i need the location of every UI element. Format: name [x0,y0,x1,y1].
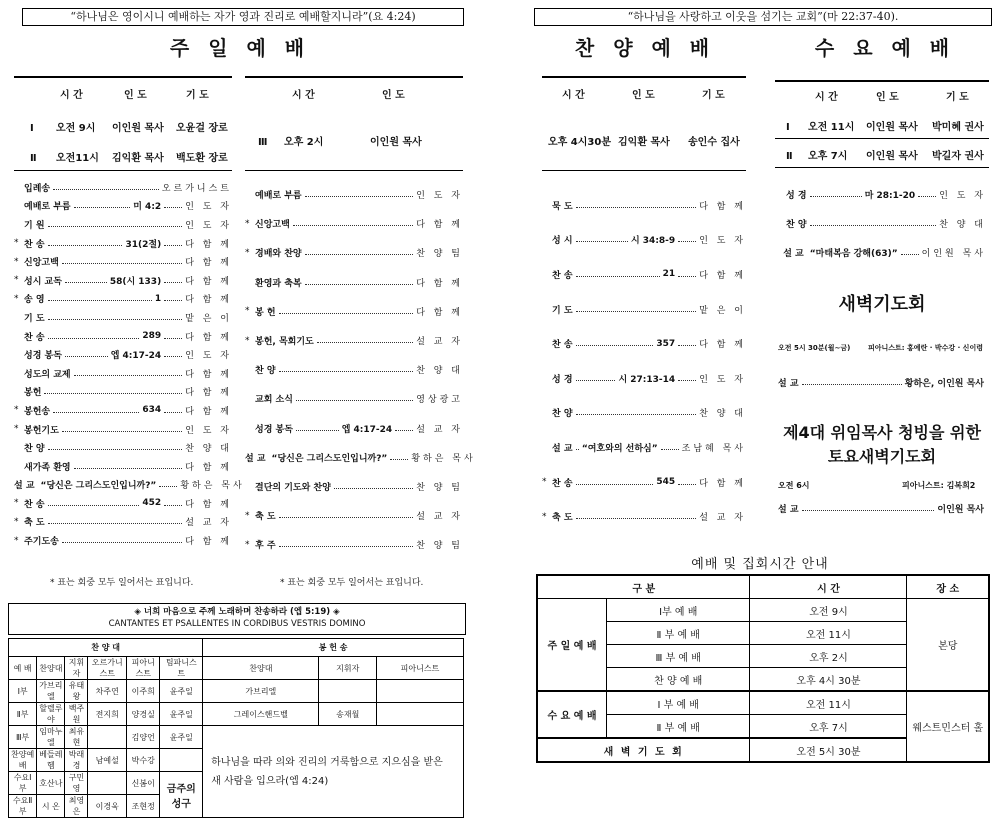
order-item: * 봉헌송 634 다 함 께 [14,405,232,417]
order-item: * 후 주 찬 양 팀 [245,539,463,552]
service-3: Ⅲ 오후 2시 이인원 목사 [258,137,422,148]
header-leader: 인 도 [124,90,147,101]
right-header-quote: “하나님을 사랑하고 이웃을 섬기는 교회”(마 22:37-40). [534,8,992,26]
order-item: * 찬 송 452 다 함 께 [14,498,232,510]
dawn-prayer-title: 새벽기도회 [838,294,926,315]
dawn-sermon: 설 교 황하은, 이인원 목사 [778,379,984,389]
left-header-quote: “하나님은 영이시니 예배하는 자가 영과 진리로 예배할지니라”(요 4:24) [22,8,464,26]
order-item: 찬 양 찬 양 대 [552,409,746,420]
praise-header-leader: 인 도 [632,90,655,101]
order-item: 찬 양 찬 양 대 [24,444,232,455]
order-item: * 찬 송 545 다 함 께 [542,477,746,489]
order-item: 찬 송 357 다 함 께 [552,338,746,351]
praise-header-prayer: 기 도 [702,90,725,101]
wed-service-1: Ⅰ 오전 11시 이인원 목사 박미혜 권사 [786,122,984,133]
order-item: 기 도 맡 은 이 [552,305,746,316]
order-item: 기 도 맡 은 이 [24,313,232,324]
order-of-service-1 [14,178,245,550]
wednesday-service-title: 수 요 예 배 [814,36,956,60]
order-item: 성 경 시 27:13-14 인 도 자 [552,374,746,385]
table-row: 수요Ⅰ부 호산나 구민영 신봄이 금주의 성구 [9,772,464,795]
table-row: Ⅱ부 할렐루야 백주원 전지희 양경실 윤주일 그레이스핸드벨 송재월 [9,703,464,726]
order-item: * 송 영 1 다 함 께 [14,293,232,306]
order-item: 찬 송 21 다 함 께 [552,269,746,281]
saturday-time: 오전 6시 [778,481,810,490]
order-item: * 봉헌기도 인 도 자 [14,424,232,436]
order-item: 성경 봉독 엡 4:17-24 설 교 자 [255,424,463,435]
order-item: 설 교 “당신은 그리스도인입니까?” 황하은 목사 [245,453,476,464]
order-item: 봉헌 다 함 께 [24,388,232,399]
order-item: * 신앙고백 다 함 께 [14,256,232,269]
order-item: * 축 도 설 교 자 [14,516,232,529]
order-item: 교회 소식 영상광고 [255,395,463,406]
order-item: 환영과 축복 다 함 께 [255,278,463,289]
order-item: 입례송 오르가니스트 [24,183,232,194]
order-item: 설 교 “마태복음 강해(63)” 이인원 목사 [783,249,986,259]
saturday-sermon: 설 교 이인원 목사 [778,505,984,515]
order-item: 성도의 교제 다 함 께 [24,369,232,380]
standing-note-2: * 표는 회중 모두 일어서는 표입니다. [280,578,424,588]
music-verse-box: ◈ 너희 마음으로 주께 노래하며 찬송하라 (엡 5:19) ◈ CANTANTES ET PSALLENTES IN CORDIBUS VESTRIS DOMINO [8,603,466,635]
header3-leader: 인 도 [382,90,405,101]
order-item: 예배로 부름 인 도 자 [255,191,463,202]
order-item: 성경 봉독 엡 4:17-24 인 도 자 [24,351,232,362]
wed-service-2: Ⅱ 오후 7시 이인원 목사 박길자 권사 [786,151,984,162]
order-item: * 봉 헌 다 함 께 [245,306,463,318]
dawn-pianist: 피아니스트: 홍예란 · 박수강 · 신이령 [868,344,983,352]
order-of-service-3 [245,180,476,559]
order-item: * 축 도 설 교 자 [245,510,463,523]
music-team-table: 찬 양 대 봉 헌 송 예 배 찬양대 지휘자 오르가니스트 피아니스트 팀파니스트 찬양대 지휘자 피아니스트 Ⅰ부 가브리엘 유태왕 차주연 이주희 윤주일 가브리엘 Ⅱ부 할렐루야 백주원 전지희 양경실 윤주일 그레이스핸드벨 송재월 Ⅲ부 임마누엘 최유현 김양언 윤주일 하나님을 따라 의와 진리의 거룩함으로 지으심을 받은 새 사람을 입으라(엡 4:24) 찬양예배 베들레헴 박래경 남예설 박수강 수요Ⅰ부 호산나 구민영 신봄이 금주의 성구 수요Ⅱ부 시 온 최영은 이경욱 조현정 [8,638,464,818]
order-item: 찬 양 찬 양 대 [255,366,463,377]
praise-service-title: 찬 양 예 배 [574,36,716,60]
order-item: 결단의 기도와 찬양 찬 양 팀 [255,482,463,493]
table-row: Ⅰ부 가브리엘 유태왕 차주연 이주희 윤주일 가브리엘 [9,680,464,703]
order-item: * 성시 교독 58(시 133) 다 함 께 [14,275,232,287]
header3-time: 시 간 [292,90,315,101]
schedule-table: 구 분 시 간 장 소 주 일 예 배 Ⅰ부 예 배 오전 9시 본당 Ⅱ 부 예 배 오전 11시 Ⅲ 부 예 배 오후 2시 찬 양 예 배 오후 4시 30분 수 요 예 배 Ⅰ 부 예 배 오전 11시 웨스트민스터 홀 Ⅱ 부 예 배 오후 7시 새 벽 기 도 회 오전 5시 30분 [536,574,990,763]
order-item: 설 교 “여호와의 선하심” 조남혜 목사 [552,443,746,454]
wed-header-prayer: 기 도 [946,92,969,103]
order-item: 성 경 마 28:1-20 인 도 자 [786,191,986,201]
order-item: * 경배와 찬양 찬 양 팀 [245,247,463,260]
order-item: * 봉헌, 목회기도 설 교 자 [245,335,463,348]
dawn-time: 오전 5시 30분(월~금) [778,344,851,352]
order-item: 성 시 시 34:8-9 인 도 자 [552,236,746,247]
header-prayer: 기 도 [186,90,209,101]
table-row: Ⅲ부 임마누엘 최유현 김양언 윤주일 하나님을 따라 의와 진리의 거룩함으로 지으심을 받은 새 사람을 입으라(엡 4:24) [9,726,464,749]
header-time: 시 간 [60,90,83,101]
wed-header-time: 시 간 [815,92,838,103]
praise-service: 오후 4시30분 김익환 목사 송인수 집사 [548,137,740,148]
saturday-title-1: 제4대 위임목사 청빙을 위한 [783,423,981,442]
order-item: 새가족 환영 다 함 께 [24,462,232,473]
wed-header-leader: 인 도 [876,92,899,103]
order-item: 설 교 “당신은 그리스도인입니까?” 황하은 목사 [14,481,245,492]
order-item: * 축 도 설 교 자 [542,511,746,524]
service-2: Ⅱ 오전11시 김익환 목사 백도환 장로 [30,153,228,164]
order-item: * 주기도송 다 함 께 [14,535,232,548]
sunday-service-title: 주 일 예 배 [169,36,311,60]
order-item: 찬 양 찬 양 대 [786,220,986,230]
service-1: Ⅰ 오전 9시 이인원 목사 오윤걸 장로 [30,123,228,134]
order-item: 묵 도 다 함 께 [552,201,746,212]
praise-order [542,188,746,534]
wed-order [776,180,986,267]
order-item: 찬 송 289 다 함 께 [24,331,232,343]
order-item: * 찬 송 31(2절) 다 함 께 [14,238,232,250]
order-item: 기 원 인 도 자 [24,220,232,231]
standing-note-1: * 표는 회중 모두 일어서는 표입니다. [50,578,194,588]
table-row: 수요Ⅱ부 시 온 최영은 이경욱 조현정 [9,795,464,818]
table-row: 찬양예배 베들레헴 박래경 남예설 박수강 [9,749,464,772]
order-item: 예배로 부름 미 4:2 인 도 자 [24,202,232,213]
schedule-title: 예배 및 집회시간 안내 [691,557,829,572]
order-item: * 신앙고백 다 함 께 [245,218,463,231]
saturday-title-2: 토요새벽기도회 [827,447,937,466]
saturday-pianist: 피아니스트: 김복희2 [902,481,976,490]
praise-header-time: 시 간 [562,90,585,101]
